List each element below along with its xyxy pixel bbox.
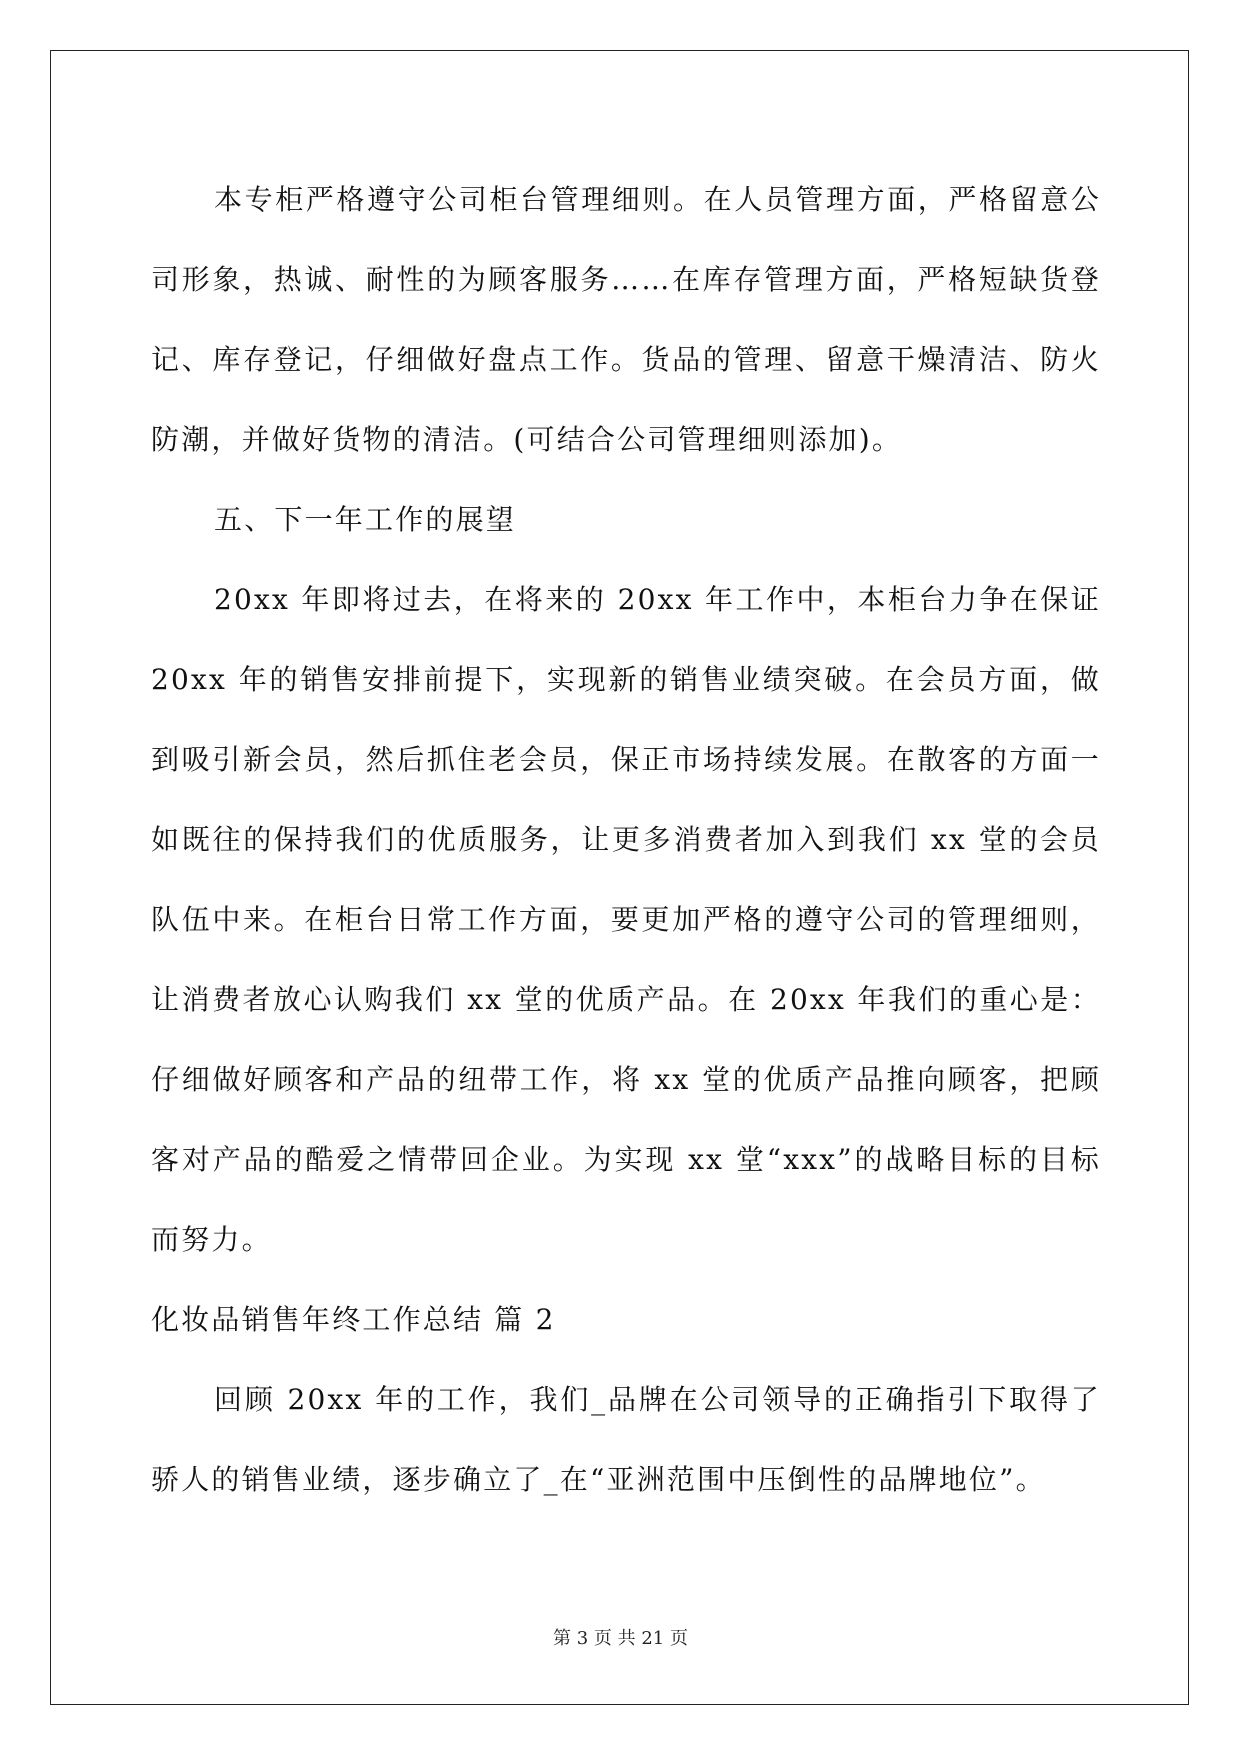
- paragraph-review: 回顾 20xx 年的工作，我们_品牌在公司领导的正确指引下取得了骄人的销售业绩，逐步确立了_在“亚洲范围中压倒性的品牌地位”。: [151, 1383, 1101, 1496]
- paragraph-management: 本专柜严格遵守公司柜台管理细则。在人员管理方面，严格留意公司形象，热诚、耐性的为顾客服务……在库存管理方面，严格短缺货登记、库存登记，仔细做好盘点工作。货品的管理、留意干燥清洁、防火防潮，并做好货物的清洁。(可结合公司管理细则添加)。: [151, 183, 1101, 456]
- page-number-footer: 第 3 页 共 21 页: [553, 1628, 688, 1649]
- section-heading-outlook: 五、下一年工作的展望: [214, 503, 517, 536]
- paragraph-outlook: 20xx 年即将过去，在将来的 20xx 年工作中，本柜台力争在保证 20xx 年的销售安排前提下，实现新的销售业绩突破。在会员方面，做到吸引新会员，然后抓住老会员，保正市场持续发展。在散客的方面一如既往的保持我们的优质服务，让更多消费者加入到我们 xx 堂的会员队伍中来。在柜台日常工作方面，要更加严格的遵守公司的管理细则，让消费者放心认购我们 xx 堂的优质产品。在 20xx 年我们的重心是：仔细做好顾客和产品的纽带工作，将 xx 堂的优质产品推向顾客，把顾客对产品的酷爱之情带回企业。为实现 xx 堂“xxx”的战略目标的目标而努力。: [151, 583, 1101, 1256]
- document-body: [151, 160, 1101, 1520]
- article-title-part2: 化妆品销售年终工作总结 篇 2: [151, 1303, 556, 1336]
